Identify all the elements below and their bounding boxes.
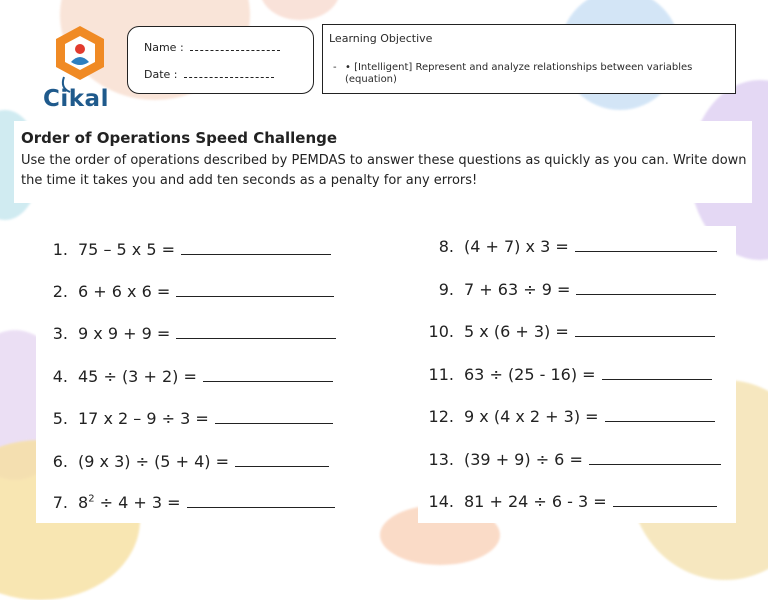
bg-blob [260, 0, 340, 20]
question-expression: 7 + 63 ÷ 9 = [464, 280, 571, 299]
question-item [36, 493, 335, 512]
answer-blank[interactable] [181, 253, 331, 255]
instructions-text: Use the order of operations described by PEMDAS to answer these questions as quickly as you can. Write down the time it takes you and add ten seconds as a penalty for any errors! [21, 153, 747, 188]
exponent-power: 2 [88, 493, 95, 505]
question-item [36, 409, 333, 428]
answer-blank[interactable] [589, 463, 721, 465]
question-expression: 75 – 5 x 5 = [78, 240, 176, 259]
question-number: 7. [52, 493, 68, 512]
question-expression: 9 x 9 + 9 = [78, 324, 171, 343]
question-expression: (4 + 7) x 3 = [464, 237, 569, 256]
question-number: 5. [52, 409, 68, 428]
date-label: Date : [144, 68, 178, 81]
answer-blank[interactable] [602, 378, 712, 380]
question-expression: (9 x 3) ÷ (5 + 4) = [78, 452, 229, 471]
question-item [418, 450, 721, 469]
question-number: 14. [428, 492, 454, 511]
date-field[interactable] [184, 77, 274, 78]
answer-blank[interactable] [203, 380, 333, 382]
answer-blank[interactable] [605, 420, 715, 422]
question-number: 4. [52, 367, 68, 386]
question-number: 13. [428, 450, 454, 469]
objective-text: • [Intelligent] Represent and analyze relationships between variables (equation) [345, 62, 693, 85]
expression-rest: ÷ 4 + 3 = [94, 493, 181, 512]
answer-blank[interactable] [576, 293, 716, 295]
objective-title: Learning Objective [329, 32, 433, 45]
questions-left-card [36, 226, 354, 523]
question-expression: (39 + 9) ÷ 6 = [464, 450, 583, 469]
question-item [36, 452, 329, 471]
answer-blank[interactable] [613, 505, 717, 507]
question-expression: 45 ÷ (3 + 2) = [78, 367, 197, 386]
question-item [418, 365, 712, 384]
question-number: 3. [52, 324, 68, 343]
answer-blank[interactable] [176, 337, 336, 339]
question-number: 10. [428, 322, 454, 341]
question-number: 2. [52, 282, 68, 301]
question-expression [78, 493, 181, 512]
answer-blank[interactable] [187, 506, 335, 508]
question-number: 9. [438, 280, 454, 299]
answer-blank[interactable] [575, 335, 715, 337]
question-item [418, 280, 716, 299]
question-expression: 63 ÷ (25 - 16) = [464, 365, 596, 384]
question-expression: 17 x 2 – 9 ÷ 3 = [78, 409, 209, 428]
question-number: 1. [52, 240, 68, 259]
question-item [36, 324, 336, 343]
question-number: 6. [52, 452, 68, 471]
question-item [418, 407, 715, 426]
question-item [418, 322, 715, 341]
question-number: 12. [428, 407, 454, 426]
question-item [418, 237, 717, 256]
question-number: 11. [428, 365, 454, 384]
name-row [144, 41, 280, 54]
answer-blank[interactable] [575, 250, 717, 252]
brand-name: Cikal [43, 86, 109, 112]
question-number: 8. [438, 237, 454, 256]
instructions-panel [14, 121, 752, 203]
name-date-box [127, 26, 314, 94]
questions-right-card [418, 226, 736, 523]
objective-bullet: - [333, 62, 337, 73]
question-expression: 6 + 6 x 6 = [78, 282, 171, 301]
question-item [36, 240, 331, 259]
question-expression: 9 x (4 x 2 + 3) = [464, 407, 599, 426]
question-item [36, 282, 334, 301]
answer-blank[interactable] [235, 465, 329, 467]
question-expression: 81 + 24 ÷ 6 - 3 = [464, 492, 607, 511]
answer-blank[interactable] [215, 422, 333, 424]
learning-objective-box [322, 24, 736, 94]
answer-blank[interactable] [176, 295, 334, 297]
question-item [418, 492, 717, 511]
date-row [144, 68, 274, 81]
question-expression: 5 x (6 + 3) = [464, 322, 569, 341]
worksheet-title: Order of Operations Speed Challenge [21, 129, 338, 147]
question-item [36, 367, 333, 386]
name-field[interactable] [190, 50, 280, 51]
name-label: Name : [144, 41, 184, 54]
exponent-base: 8 [78, 493, 89, 512]
